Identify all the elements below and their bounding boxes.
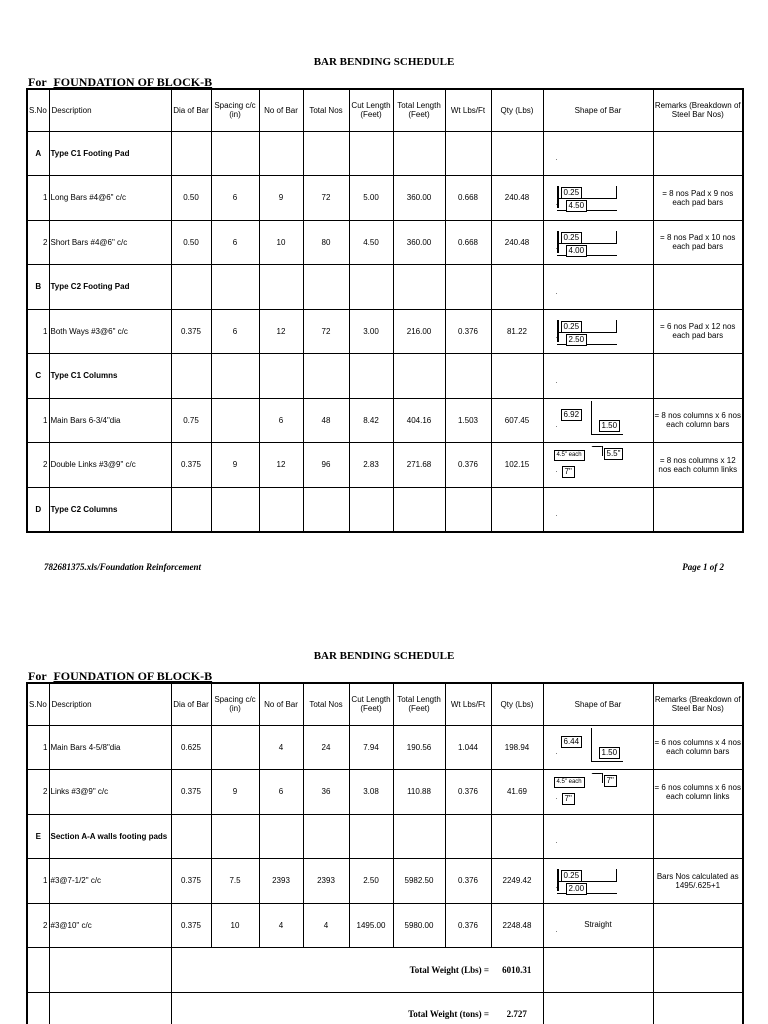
remarks-cell: Bars Nos calculated as 1495/.625+1	[653, 859, 743, 904]
empty-cell	[349, 487, 393, 532]
spacing: 9	[211, 770, 259, 815]
cut-length: 2.50	[349, 859, 393, 904]
empty-cell	[653, 992, 743, 1024]
empty-cell	[211, 354, 259, 399]
serial-number: C	[27, 354, 49, 399]
total-length: 360.00	[393, 176, 445, 221]
column-header-spacing: Spacing c/c (in)	[211, 89, 259, 131]
remarks-cell	[653, 814, 743, 859]
cut-length: 5.00	[349, 176, 393, 221]
total-nos: 72	[303, 176, 349, 221]
no-of-bar: 6	[259, 398, 303, 443]
empty-cell	[49, 948, 171, 993]
total-nos: 72	[303, 309, 349, 354]
spacing	[211, 398, 259, 443]
no-of-bar: 10	[259, 220, 303, 265]
shape-cell	[543, 814, 653, 859]
column-header-weight-per-ft: Wt Lbs/Ft	[445, 89, 491, 131]
bar-shape-sketch	[544, 443, 653, 487]
serial-number: 1	[27, 398, 49, 443]
bar-line	[591, 446, 602, 447]
spacing	[211, 725, 259, 770]
dimension-label: 0.25	[561, 321, 583, 333]
bar-line	[602, 773, 603, 783]
remarks-cell: = 6 nos columns x 6 nos each column links	[653, 770, 743, 815]
empty-cell	[303, 131, 349, 176]
empty-cell	[259, 131, 303, 176]
dimension-label: 0.25	[561, 232, 583, 244]
bar-shape-sketch	[544, 399, 653, 443]
empty-cell	[27, 992, 49, 1024]
total-length: 5980.00	[393, 903, 445, 948]
bar-shape-sketch	[544, 310, 653, 354]
no-of-bar: 2393	[259, 859, 303, 904]
empty-cell	[211, 487, 259, 532]
remarks-cell	[653, 354, 743, 399]
table-row	[27, 903, 743, 948]
quantity: 81.22	[491, 309, 543, 354]
footer-page-number: Page 1 of 2	[682, 562, 724, 572]
total-length: 216.00	[393, 309, 445, 354]
bar-line	[616, 869, 617, 881]
empty-cell	[445, 354, 491, 399]
remarks-cell	[653, 487, 743, 532]
bar-line	[616, 320, 617, 332]
weight-per-ft: 0.376	[445, 903, 491, 948]
dot-mark: .	[555, 377, 558, 385]
spacing: 6	[211, 220, 259, 265]
remarks-cell: = 8 nos Pad x 10 nos each pad bars	[653, 220, 743, 265]
column-header-remarks: Remarks (Breakdown of Steel Bar Nos)	[653, 89, 743, 131]
shape-cell	[543, 725, 653, 770]
empty-cell	[171, 354, 211, 399]
column-header-dia-of-bar: Dia of Bar	[171, 89, 211, 131]
empty-cell	[171, 265, 211, 310]
empty-cell	[259, 814, 303, 859]
total-length: 360.00	[393, 220, 445, 265]
quantity: 2248.48	[491, 903, 543, 948]
bar-shape-sketch	[544, 904, 653, 948]
bar-line	[591, 761, 623, 762]
table-row	[27, 398, 743, 443]
description: Type C1 Footing Pad	[49, 131, 171, 176]
dia-of-bar: 0.375	[171, 903, 211, 948]
description: Long Bars #4@6" c/c	[49, 176, 171, 221]
shape-cell	[543, 309, 653, 354]
empty-cell	[303, 814, 349, 859]
spacing: 10	[211, 903, 259, 948]
empty-cell	[653, 948, 743, 993]
shape-cell	[543, 220, 653, 265]
remarks-cell	[653, 265, 743, 310]
remarks-cell: = 8 nos Pad x 9 nos each pad bars	[653, 176, 743, 221]
total-length: 110.88	[393, 770, 445, 815]
remarks-cell: = 6 nos columns x 4 nos each column bars	[653, 725, 743, 770]
description: Links #3@9" c/c	[49, 770, 171, 815]
empty-cell	[349, 131, 393, 176]
remarks-cell: = 8 nos columns x 6 nos each column bars	[653, 398, 743, 443]
cut-length: 3.08	[349, 770, 393, 815]
quantity: 2249.42	[491, 859, 543, 904]
column-header-cut-length: Cut Length (Feet)	[349, 683, 393, 725]
section-row	[27, 814, 743, 859]
table-header-row	[27, 683, 743, 725]
total-length: 190.56	[393, 725, 445, 770]
description: #3@10" c/c	[49, 903, 171, 948]
table-row	[27, 220, 743, 265]
shape-cell	[543, 487, 653, 532]
bar-line	[591, 728, 592, 761]
remarks-cell: = 8 nos columns x 12 nos each column links	[653, 443, 743, 488]
cut-length: 2.83	[349, 443, 393, 488]
description: Double Links #3@9" c/c	[49, 443, 171, 488]
weight-per-ft: 0.376	[445, 859, 491, 904]
dot-mark: .	[555, 333, 558, 340]
bar-line	[602, 446, 603, 456]
dot-mark: .	[555, 838, 558, 845]
empty-cell	[543, 992, 653, 1024]
dimension-label: 4.50	[566, 200, 588, 212]
serial-number: 1	[27, 725, 49, 770]
bar-line	[616, 186, 617, 198]
dimension-label: 2.50	[566, 334, 588, 346]
spacing: 7.5	[211, 859, 259, 904]
dia-of-bar: 0.375	[171, 770, 211, 815]
dimension-label: 6.44	[561, 736, 583, 748]
spacing: 6	[211, 176, 259, 221]
total-weight-label: Total Weight (Lbs) =	[349, 948, 491, 993]
no-of-bar: 12	[259, 309, 303, 354]
shape-cell	[543, 131, 653, 176]
empty-cell	[393, 487, 445, 532]
dia-of-bar: 0.625	[171, 725, 211, 770]
serial-number: 2	[27, 443, 49, 488]
table-row	[27, 725, 743, 770]
empty-cell	[171, 487, 211, 532]
column-header-total-length: Total Length (Feet)	[393, 683, 445, 725]
empty-cell	[349, 354, 393, 399]
serial-number: 1	[27, 859, 49, 904]
serial-number: D	[27, 487, 49, 532]
cut-length: 8.42	[349, 398, 393, 443]
shape-cell	[543, 770, 653, 815]
column-header-weight-per-ft: Wt Lbs/Ft	[445, 683, 491, 725]
description: Section A-A walls footing pads	[49, 814, 171, 859]
table-row	[27, 176, 743, 221]
empty-cell	[303, 487, 349, 532]
bar-shape-sketch	[544, 859, 653, 903]
dimension-label: 4.5" each	[554, 777, 585, 788]
cut-length: 7.94	[349, 725, 393, 770]
table-row	[27, 770, 743, 815]
spacing: 9	[211, 443, 259, 488]
project-name: FOUNDATION OF BLOCK-B	[53, 75, 213, 89]
empty-cell	[171, 814, 211, 859]
bar-line	[591, 434, 623, 435]
weight-per-ft: 0.668	[445, 176, 491, 221]
empty-cell	[259, 265, 303, 310]
dot-mark: .	[555, 199, 558, 207]
description: Short Bars #4@6" c/c	[49, 220, 171, 265]
footer-filename: 782681375.xls/Foundation Reinforcement	[44, 562, 202, 572]
description: Type C2 Footing Pad	[49, 265, 171, 310]
quantity: 198.94	[491, 725, 543, 770]
bar-line	[616, 231, 617, 243]
total-weight-value: 2.727	[491, 992, 543, 1024]
dot-mark: .	[555, 422, 558, 429]
total-nos: 96	[303, 443, 349, 488]
empty-cell	[303, 265, 349, 310]
page-title: BAR BENDING SCHEDULE	[313, 56, 455, 68]
total-row	[27, 992, 743, 1024]
column-header-total-nos: Total Nos	[303, 89, 349, 131]
empty-cell	[27, 948, 49, 993]
dot-mark: .	[555, 510, 558, 518]
empty-cell	[445, 487, 491, 532]
dia-of-bar: 0.50	[171, 220, 211, 265]
cut-length: 1495.00	[349, 903, 393, 948]
dimension-label: 2.00	[566, 883, 588, 895]
serial-number: B	[27, 265, 49, 310]
shape-cell	[543, 398, 653, 443]
page-title: BAR BENDING SCHEDULE	[313, 650, 455, 662]
total-length: 271.68	[393, 443, 445, 488]
description: Main Bars 4-5/8"dia	[49, 725, 171, 770]
empty-cell	[171, 992, 349, 1024]
total-nos: 4	[303, 903, 349, 948]
empty-cell	[171, 131, 211, 176]
cut-length: 4.50	[349, 220, 393, 265]
empty-cell	[211, 131, 259, 176]
empty-cell	[491, 265, 543, 310]
serial-number: 2	[27, 220, 49, 265]
empty-cell	[491, 131, 543, 176]
total-nos: 2393	[303, 859, 349, 904]
column-header-spacing: Spacing c/c (in)	[211, 683, 259, 725]
shape-text: Straight	[584, 919, 612, 929]
section-row	[27, 487, 743, 532]
dimension-label: 7"	[562, 793, 575, 805]
bar-shape-sketch	[544, 176, 653, 220]
quantity: 240.48	[491, 220, 543, 265]
empty-cell	[491, 354, 543, 399]
weight-per-ft: 1.503	[445, 398, 491, 443]
column-header-sno: S.No	[27, 89, 49, 131]
column-header-total-nos: Total Nos	[303, 683, 349, 725]
weight-per-ft: 0.376	[445, 770, 491, 815]
no-of-bar: 9	[259, 176, 303, 221]
empty-cell	[349, 265, 393, 310]
dia-of-bar: 0.50	[171, 176, 211, 221]
total-weight-label: Total Weight (tons) =	[349, 992, 491, 1024]
dot-mark: .	[555, 288, 558, 296]
empty-cell	[491, 487, 543, 532]
empty-cell	[445, 131, 491, 176]
description: Main Bars 6-3/4"dia	[49, 398, 171, 443]
empty-cell	[49, 992, 171, 1024]
section-row	[27, 265, 743, 310]
no-of-bar: 4	[259, 903, 303, 948]
table-row	[27, 309, 743, 354]
shape-cell	[543, 354, 653, 399]
empty-cell	[303, 354, 349, 399]
total-weight-value: 6010.31	[491, 948, 543, 993]
column-header-shape-of-bar: Shape of Bar	[543, 89, 653, 131]
column-header-cut-length: Cut Length (Feet)	[349, 89, 393, 131]
empty-cell	[259, 487, 303, 532]
dimension-label: 1.50	[599, 747, 621, 759]
dimension-label: 6.92	[561, 409, 583, 421]
serial-number: 1	[27, 309, 49, 354]
cut-length: 3.00	[349, 309, 393, 354]
dot-mark: .	[555, 882, 558, 890]
dimension-label: 4.5" each	[554, 450, 585, 461]
empty-cell	[491, 814, 543, 859]
dimension-label: 1.50	[599, 420, 621, 432]
dot-mark: .	[555, 793, 558, 801]
bar-bending-schedule-table	[26, 682, 744, 1024]
serial-number: 2	[27, 903, 49, 948]
dia-of-bar: 0.75	[171, 398, 211, 443]
bar-bending-schedule-table	[26, 88, 744, 533]
empty-cell	[171, 948, 349, 993]
weight-per-ft: 0.376	[445, 443, 491, 488]
dot-mark: .	[555, 466, 558, 474]
serial-number: E	[27, 814, 49, 859]
remarks-cell	[653, 131, 743, 176]
empty-cell	[393, 354, 445, 399]
no-of-bar: 4	[259, 725, 303, 770]
section-row	[27, 354, 743, 399]
empty-cell	[543, 948, 653, 993]
column-header-sno: S.No	[27, 683, 49, 725]
serial-number: 1	[27, 176, 49, 221]
bar-line	[591, 401, 592, 434]
dot-mark: .	[555, 155, 558, 162]
dot-mark: .	[555, 927, 558, 934]
shape-cell	[543, 265, 653, 310]
for-label: For	[28, 669, 47, 683]
shape-cell	[543, 443, 653, 488]
dot-mark: .	[555, 244, 558, 251]
table-header-row	[27, 89, 743, 131]
empty-cell	[445, 814, 491, 859]
total-nos: 36	[303, 770, 349, 815]
column-header-total-length: Total Length (Feet)	[393, 89, 445, 131]
total-nos: 80	[303, 220, 349, 265]
project-name: FOUNDATION OF BLOCK-B	[53, 669, 213, 683]
dia-of-bar: 0.375	[171, 309, 211, 354]
table-row	[27, 859, 743, 904]
quantity: 102.15	[491, 443, 543, 488]
column-header-remarks: Remarks (Breakdown of Steel Bar Nos)	[653, 683, 743, 725]
remarks-cell	[653, 903, 743, 948]
empty-cell	[259, 354, 303, 399]
column-header-quantity: Qty (Lbs)	[491, 683, 543, 725]
bar-shape-sketch	[544, 726, 653, 770]
dia-of-bar: 0.375	[171, 859, 211, 904]
dimension-label: 5.5"	[604, 448, 624, 460]
description: Type C1 Columns	[49, 354, 171, 399]
empty-cell	[393, 265, 445, 310]
no-of-bar: 6	[259, 770, 303, 815]
total-nos: 24	[303, 725, 349, 770]
empty-cell	[393, 131, 445, 176]
quantity: 240.48	[491, 176, 543, 221]
total-row	[27, 948, 743, 993]
weight-per-ft: 0.376	[445, 309, 491, 354]
shape-cell	[543, 859, 653, 904]
empty-cell	[211, 814, 259, 859]
empty-cell	[445, 265, 491, 310]
for-label: For	[28, 75, 47, 89]
spacing: 6	[211, 309, 259, 354]
serial-number: A	[27, 131, 49, 176]
total-nos: 48	[303, 398, 349, 443]
shape-cell	[543, 903, 653, 948]
shape-cell	[543, 176, 653, 221]
dimension-label: 7"	[562, 466, 575, 478]
dot-mark: .	[555, 749, 558, 756]
column-header-no-of-bar: No of Bar	[259, 683, 303, 725]
empty-cell	[349, 814, 393, 859]
dimension-label: 0.25	[561, 187, 583, 199]
weight-per-ft: 1.044	[445, 725, 491, 770]
bar-shape-sketch	[544, 770, 653, 814]
dimension-label: 0.25	[561, 870, 583, 882]
section-row	[27, 131, 743, 176]
table-row	[27, 443, 743, 488]
total-length: 404.16	[393, 398, 445, 443]
column-header-quantity: Qty (Lbs)	[491, 89, 543, 131]
dia-of-bar: 0.375	[171, 443, 211, 488]
weight-per-ft: 0.668	[445, 220, 491, 265]
bar-line	[591, 773, 602, 774]
empty-cell	[393, 814, 445, 859]
empty-cell	[211, 265, 259, 310]
description: Type C2 Columns	[49, 487, 171, 532]
remarks-cell: = 6 nos Pad x 12 nos each pad bars	[653, 309, 743, 354]
dimension-label: 7"	[604, 775, 617, 787]
quantity: 607.45	[491, 398, 543, 443]
total-length: 5982.50	[393, 859, 445, 904]
quantity: 41.69	[491, 770, 543, 815]
column-header-shape-of-bar: Shape of Bar	[543, 683, 653, 725]
description: Both Ways #3@6" c/c	[49, 309, 171, 354]
dimension-label: 4.00	[566, 245, 588, 257]
serial-number: 2	[27, 770, 49, 815]
column-header-dia-of-bar: Dia of Bar	[171, 683, 211, 725]
column-header-description: Description	[49, 683, 171, 725]
bar-shape-sketch	[544, 221, 653, 265]
description: #3@7-1/2" c/c	[49, 859, 171, 904]
no-of-bar: 12	[259, 443, 303, 488]
column-header-description: Description	[49, 89, 171, 131]
column-header-no-of-bar: No of Bar	[259, 89, 303, 131]
